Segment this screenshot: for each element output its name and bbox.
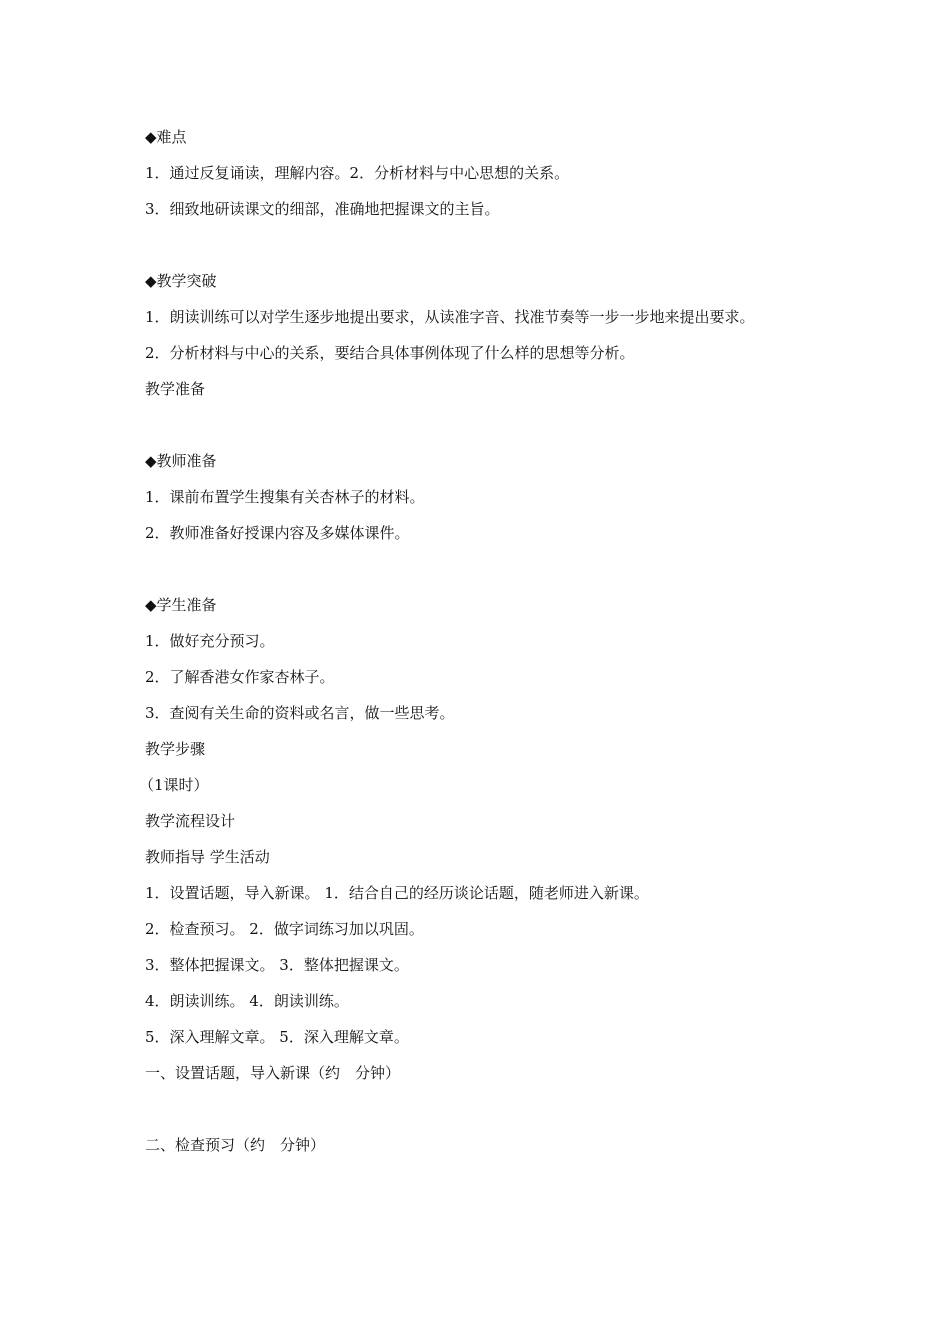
flow-table-row: 2．检查预习。 2．做字词练习加以巩固。 (145, 920, 424, 938)
flow-table-row: 5．深入理解文章。 5．深入理解文章。 (145, 1028, 409, 1046)
paragraph: 1．课前布置学生搜集有关杏林子的材料。 (145, 488, 425, 506)
section-title-flow: 教学流程设计 (145, 812, 236, 830)
flow-table-header: 教师指导 学生活动 (145, 848, 270, 866)
section-title-steps: 教学步骤 (145, 740, 206, 758)
paragraph: 1．通过反复诵读，理解内容。2．分析材料与中心思想的关系。 (145, 164, 570, 182)
class-hours: （1课时） (139, 776, 209, 794)
heading-breakthrough: ◆教学突破 (145, 272, 217, 290)
heading-teacher-prep: ◆教师准备 (145, 452, 217, 470)
section-heading-2: 二、检查预习（约 分钟） (145, 1136, 326, 1154)
paragraph: 3．细致地研读课文的细部，准确地把握课文的主旨。 (145, 200, 500, 218)
paragraph: 2．分析材料与中心的关系，要结合具体事例体现了什么样的思想等分析。 (145, 344, 635, 362)
heading-student-prep: ◆学生准备 (145, 596, 217, 614)
flow-table-row: 1．设置话题，导入新课。 1．结合自己的经历谈论话题，随老师进入新课。 (145, 884, 649, 902)
heading-difficulty: ◆难点 (145, 128, 187, 146)
section-title-preparation: 教学准备 (145, 380, 206, 398)
section-heading-1: 一、设置话题，导入新课（约 分钟） (145, 1064, 401, 1082)
paragraph: 2．了解香港女作家杏林子。 (145, 668, 335, 686)
paragraph: 3．查阅有关生命的资料或名言，做一些思考。 (145, 704, 455, 722)
paragraph: 1．做好充分预习。 (145, 632, 275, 650)
flow-table-row: 4．朗读训练。 4．朗读训练。 (145, 992, 349, 1010)
paragraph: 2．教师准备好授课内容及多媒体课件。 (145, 524, 410, 542)
paragraph: 1．朗读训练可以对学生逐步地提出要求，从读准字音、找准节奏等一步一步地来提出要求。 (145, 308, 755, 326)
flow-table-row: 3．整体把握课文。 3．整体把握课文。 (145, 956, 409, 974)
